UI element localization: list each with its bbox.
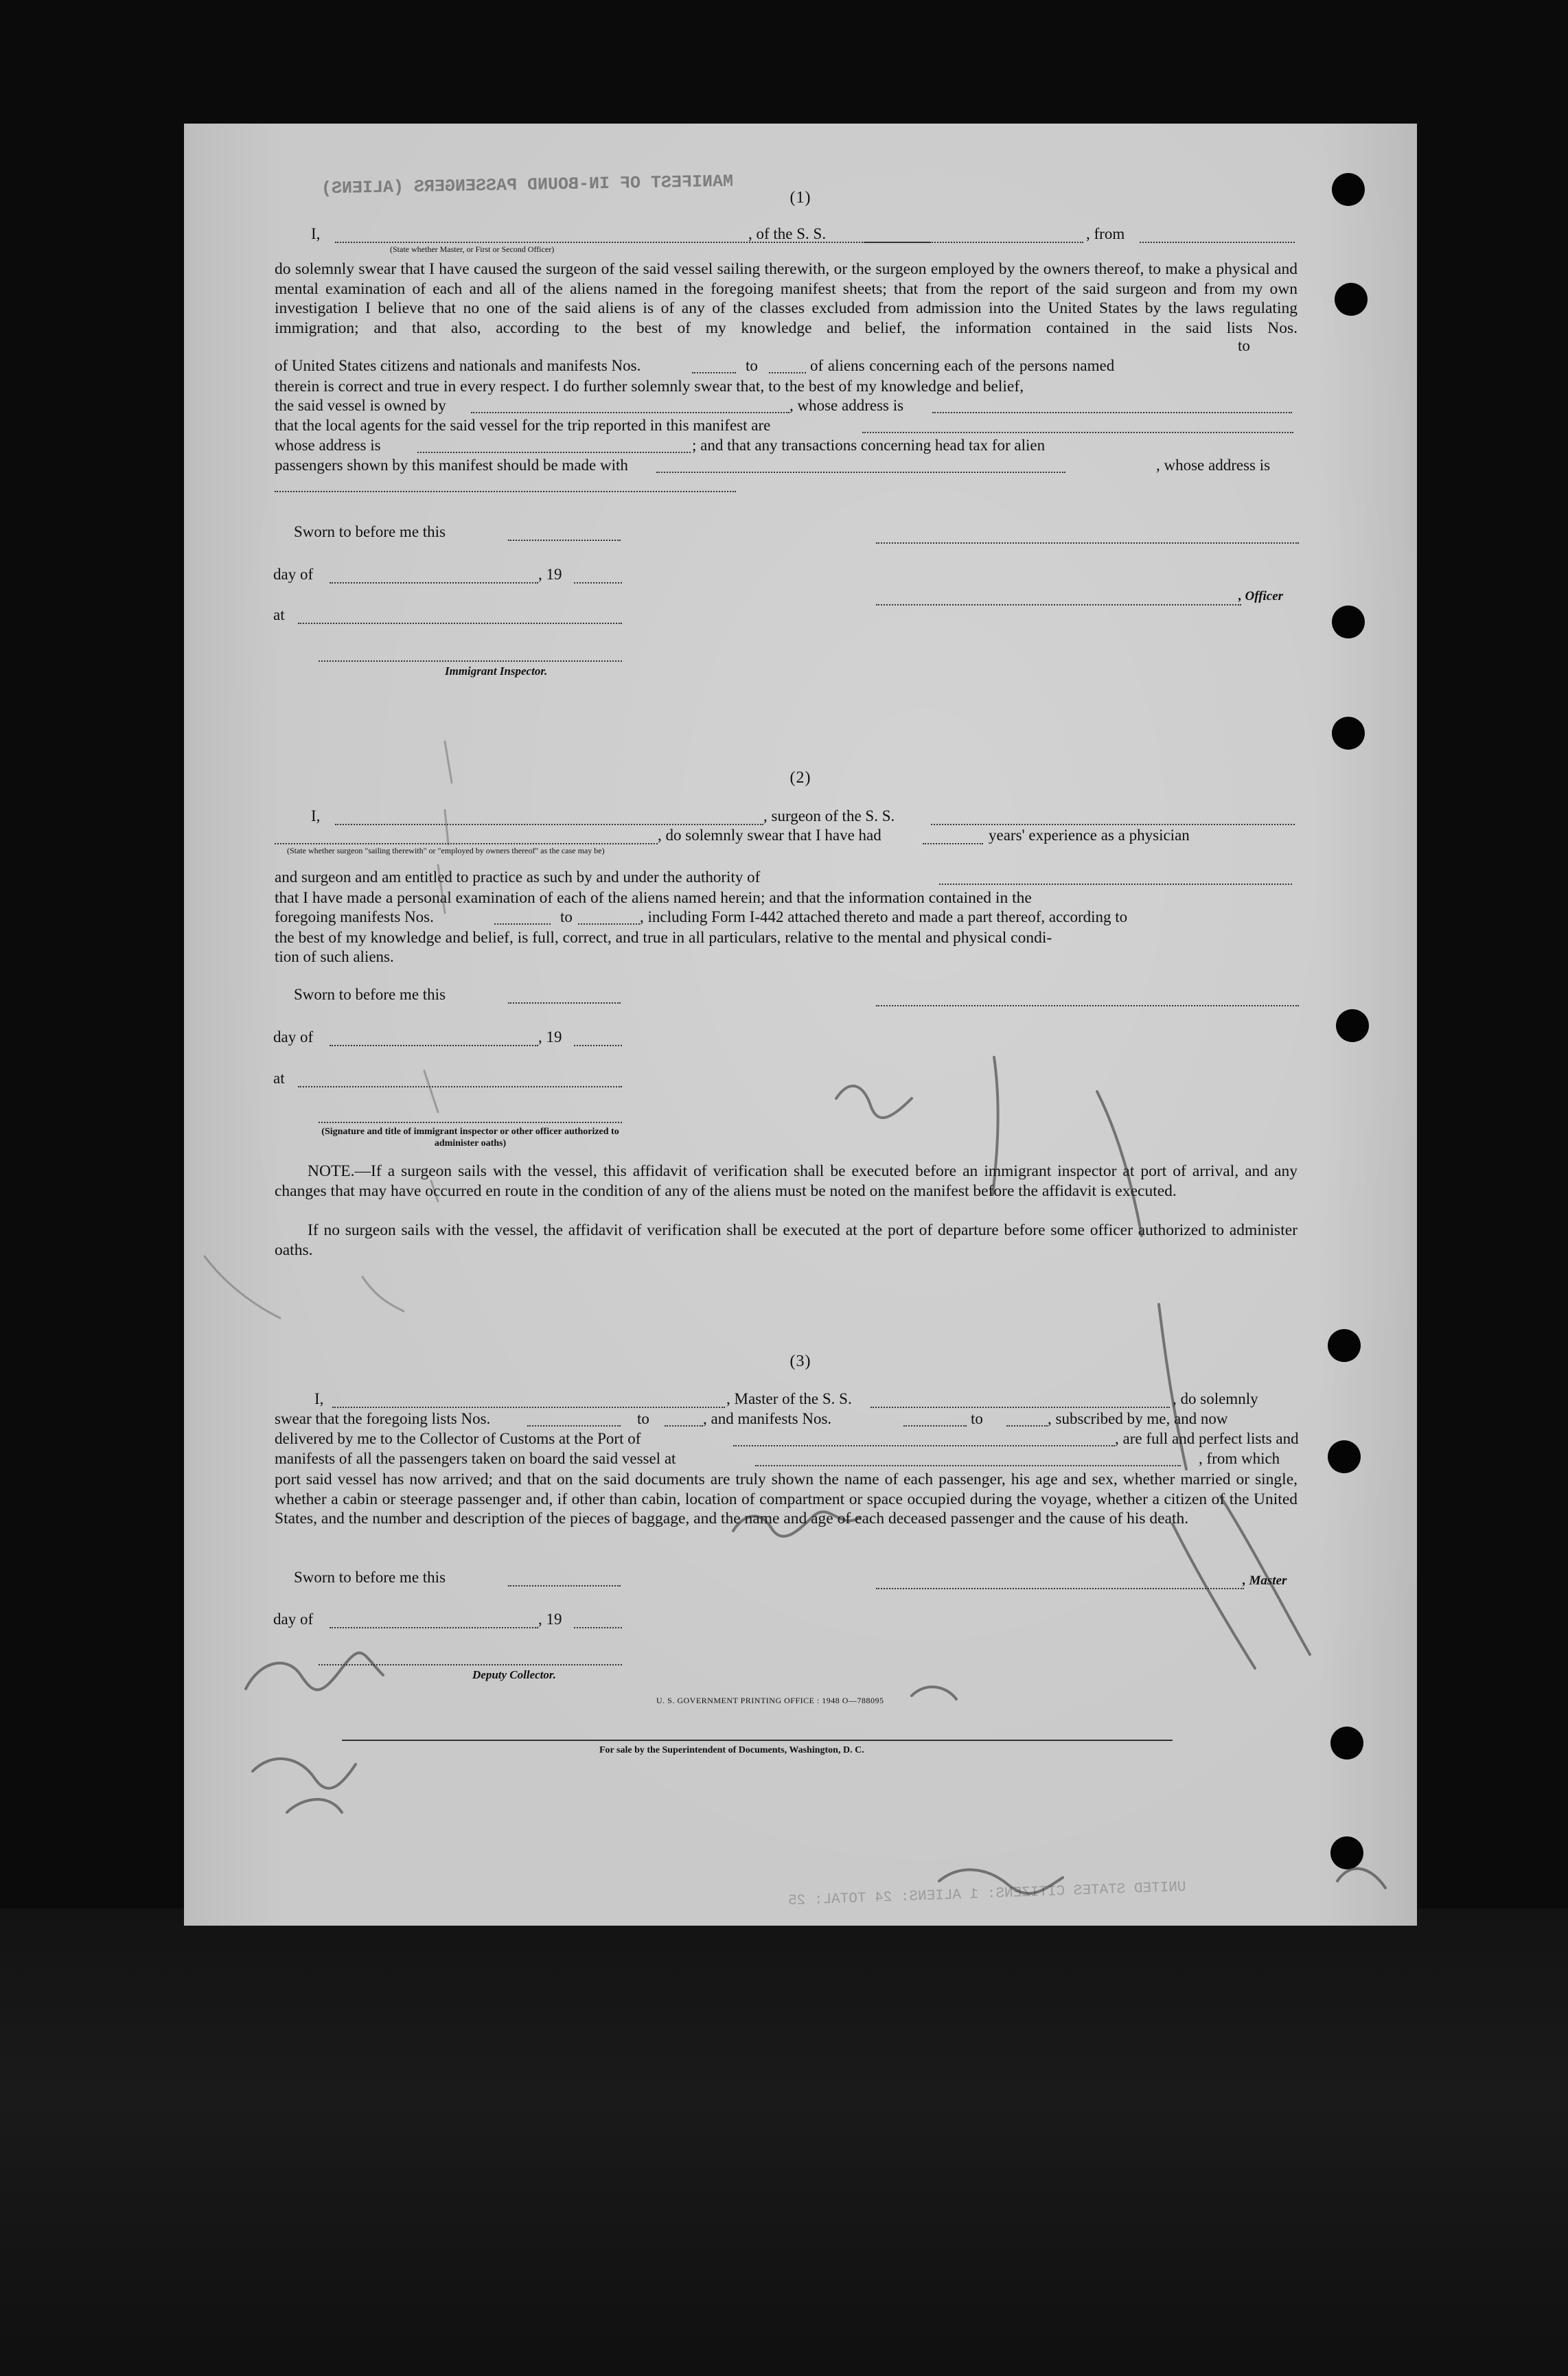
- s1-day-field[interactable]: [330, 582, 538, 584]
- s1-name-field[interactable]: [335, 242, 931, 243]
- s2-line-3a: foregoing manifests Nos.: [275, 908, 434, 925]
- punch-hole: [1332, 605, 1365, 638]
- s1-day-of: day of: [273, 566, 314, 583]
- s2-line-3b: , including Form I-442 attached thereto and made a part thereof, according to: [640, 908, 1128, 925]
- s3-manifest-from-field[interactable]: [903, 1425, 967, 1427]
- s3-line-1to2: to: [971, 1410, 983, 1427]
- s2-authority-field[interactable]: [939, 884, 1292, 885]
- s2-note-2: If no surgeon sails with the vessel, the affidavit of verification shall be executed at the port of departure before some officer authorized to administer oaths.: [275, 1221, 1298, 1259]
- s3-manifest-to-field[interactable]: [1006, 1425, 1048, 1427]
- s2-vessel-field[interactable]: [931, 824, 1295, 825]
- s1-contact-address-field[interactable]: [275, 491, 736, 492]
- s1-head-tax: ; and that any transactions concerning head tax for alien: [692, 437, 1046, 454]
- punch-hole: [1328, 1440, 1361, 1473]
- s1-year-field[interactable]: [574, 582, 622, 584]
- s1-sworn: Sworn to before me this: [294, 523, 446, 540]
- s1-agents-address-field[interactable]: [417, 452, 691, 453]
- s3-departure-port-field[interactable]: [755, 1465, 1181, 1466]
- s1-year: , 19: [538, 566, 562, 583]
- s3-year-field[interactable]: [574, 1627, 622, 1628]
- s3-collector-signature-line[interactable]: [319, 1664, 622, 1665]
- s3-master-of: , Master of the S. S.: [726, 1390, 852, 1407]
- section-2-number: (2): [789, 769, 811, 787]
- scanner-background: [0, 1908, 1568, 2376]
- s2-day-of: day of: [273, 1028, 314, 1046]
- s1-paragraph-1: do solemnly swear that I have caused the surgeon of the said vessel sailing therewith, or the surgeon employed by the owners thereof, to make a physical and mental examination of each and all of the aliens named in the foregoing manifest sheets; that from the report of the said surgeon and from my own investigation I believe that no one of the said aliens is of any of the classes excluded from admission into the United States by the laws regulating immigration; and that also, according to the best of my knowledge and belief, the information contained in the said lists Nos.: [275, 260, 1298, 337]
- punch-hole: [1330, 1727, 1363, 1760]
- s1-owner-field[interactable]: [471, 412, 789, 413]
- s1-paragraph-3: therein is correct and true in every respect. I do further solemnly swear that, to the best of my knowledge and belief,: [275, 378, 1024, 395]
- s1-whose-address-1: , whose address is: [789, 397, 904, 414]
- s2-inspector-signature-line[interactable]: [319, 1122, 622, 1123]
- s1-owner-address-field[interactable]: [932, 412, 1292, 413]
- section-3-number: (3): [789, 1352, 811, 1370]
- s3-line-2a: delivered by me to the Collector of Customs at the Port of: [275, 1430, 641, 1447]
- s1-of-ss: , of the S. S.: [748, 225, 827, 242]
- s2-at-field[interactable]: [298, 1086, 622, 1087]
- punch-hole: [1335, 283, 1368, 316]
- s1-to-1: to: [1238, 337, 1250, 354]
- s1-at: at: [273, 606, 285, 623]
- s1-manifest-to-field[interactable]: [769, 372, 806, 373]
- s1-vessel-field[interactable]: [864, 242, 1083, 243]
- s1-to-2: to: [746, 357, 758, 374]
- s1-whose-address-2: whose address is: [275, 437, 381, 454]
- s3-year: , 19: [538, 1611, 562, 1628]
- s2-sworn: Sworn to before me this: [294, 986, 446, 1003]
- s1-line-2b: of aliens concerning each of the persons named: [810, 357, 1115, 374]
- s1-officer-signature-line-2[interactable]: [876, 604, 1241, 605]
- s2-state-caption: (State whether surgeon "sailing therewith" or "employed by owners thereof" as the case may be): [287, 846, 605, 855]
- s2-manifest-to-field[interactable]: [578, 923, 640, 925]
- s2-line-3to: to: [560, 908, 573, 925]
- s1-agents-field[interactable]: [862, 432, 1293, 433]
- section-1-number: (1): [789, 189, 811, 207]
- s2-line-4: the best of my knowledge and belief, is full, correct, and true in all particulars, relative to the mental and physical condi-: [275, 929, 1052, 947]
- s1-i-label: I,: [311, 225, 321, 242]
- s3-line-1a: swear that the foregoing lists Nos.: [275, 1410, 491, 1427]
- s1-from: , from: [1086, 225, 1125, 242]
- s1-head-tax-contact-field[interactable]: [656, 472, 1065, 473]
- s1-inspector-signature-line[interactable]: [319, 660, 622, 662]
- s1-whose-address-3: , whose address is: [1156, 457, 1271, 474]
- s3-line-3a: manifests of all the passengers taken on board the said vessel at: [275, 1450, 676, 1467]
- s3-i-label: I,: [314, 1390, 324, 1407]
- s1-owned-by: the said vessel is owned by: [275, 397, 446, 414]
- s1-officer-signature-line-1[interactable]: [876, 542, 1299, 544]
- s3-do-solemnly: , do solemnly: [1173, 1390, 1258, 1407]
- s3-master-label: , Master: [1243, 1573, 1287, 1588]
- s3-sworn: Sworn to before me this: [294, 1569, 446, 1586]
- s2-note-1: NOTE.—If a surgeon sails with the vessel, this affidavit of verification shall be executed before an immigrant inspector at port of arrival, and any changes that may have occurred en route in the condition of any of the aliens must be noted on the manifest before the affidavit is executed.: [275, 1162, 1298, 1200]
- manifest-page: [184, 124, 1417, 1926]
- s3-day-field[interactable]: [330, 1627, 538, 1628]
- s2-line-1: and surgeon and am entitled to practice as such by and under the authority of: [275, 868, 761, 886]
- s2-year: , 19: [538, 1028, 562, 1046]
- s3-paragraph-4: port said vessel has now arrived; and that on the said documents are truly shown the name of each passenger, his age and sex, whether married or single, whether a cabin or steerage passenger and, if other than cabin, location of compartment or space occupied during the voyage, whether a citizen of the United States, and the number and description of the pieces of baggage, and the name and age of each deceased passenger and the cause of his death.: [275, 1470, 1298, 1527]
- s3-line-2b: , are full and perfect lists and: [1115, 1430, 1299, 1447]
- s3-day-of: day of: [273, 1611, 314, 1628]
- printing-office-line: U. S. GOVERNMENT PRINTING OFFICE : 1948 O—788095: [656, 1696, 884, 1705]
- s1-inspector-caption: Immigrant Inspector.: [445, 665, 548, 678]
- s1-state-caption: (State whether Master, or First or Second Officer): [390, 244, 555, 254]
- s3-name-field[interactable]: [332, 1407, 725, 1408]
- s1-local-agents: that the local agents for the said vessel for the trip reported in this manifest are: [275, 417, 771, 434]
- s2-years-field[interactable]: [923, 843, 983, 844]
- s1-from-field[interactable]: [1140, 242, 1295, 243]
- s1-officer-label: , Officer: [1238, 589, 1284, 603]
- s2-year-field[interactable]: [574, 1045, 622, 1046]
- punch-hole: [1336, 1009, 1369, 1042]
- footer-rule: [342, 1740, 1173, 1741]
- s2-surgeon-signature-line[interactable]: [876, 1005, 1299, 1006]
- s2-i-label: I,: [311, 807, 321, 824]
- s2-at: at: [273, 1070, 285, 1087]
- s2-name-field[interactable]: [335, 824, 763, 825]
- s2-sworn-date-field[interactable]: [508, 1002, 621, 1004]
- punch-hole: [1332, 717, 1365, 750]
- header-stamp: MANIFEST OF IN-BOUND PASSENGERS (ALIENS): [321, 171, 734, 199]
- s3-master-signature-line[interactable]: [876, 1588, 1244, 1589]
- s1-line-2a: of United States citizens and nationals and manifests Nos.: [275, 357, 641, 374]
- s3-collector-caption: Deputy Collector.: [472, 1668, 556, 1681]
- s2-surgeon-of: , surgeon of the S. S.: [763, 807, 895, 824]
- s2-day-field[interactable]: [330, 1045, 538, 1046]
- bleed-through-totals: UNITED STATES CITIZENS: 1 ALIENS: 24 TOTAL: 25: [787, 1879, 1186, 1910]
- s3-line-1to: to: [637, 1410, 649, 1427]
- s2-years: years' experience as a physician: [989, 827, 1190, 844]
- punch-hole: [1330, 1836, 1363, 1869]
- s3-sworn-date-field[interactable]: [508, 1585, 621, 1587]
- s3-line-1b: , and manifests Nos.: [703, 1410, 832, 1427]
- sale-notice: For sale by the Superintendent of Documents, Washington, D. C.: [599, 1745, 864, 1755]
- s1-sworn-date-field[interactable]: [508, 540, 621, 541]
- s1-passengers-line: passengers shown by this manifest should be made with: [275, 457, 628, 474]
- s3-port-field[interactable]: [733, 1445, 1115, 1446]
- s2-manifest-from-field[interactable]: [494, 923, 551, 925]
- s3-lists-to-field[interactable]: [665, 1425, 703, 1427]
- s3-vessel-field[interactable]: [871, 1407, 1170, 1408]
- s2-signature-caption: (Signature and title of immigrant inspector or other officer authorized to administer oaths): [321, 1127, 619, 1149]
- s2-swear: , do solemnly swear that I have had: [658, 827, 881, 844]
- s3-lists-from-field[interactable]: [527, 1425, 621, 1427]
- s2-line-2: that I have made a personal examination of each of the aliens named herein; and that the information contained in the: [275, 889, 1032, 907]
- s3-line-1c: , subscribed by me, and now: [1048, 1410, 1228, 1427]
- s2-line-5: tion of such aliens.: [275, 948, 394, 965]
- s2-status-field[interactable]: [275, 843, 658, 844]
- s1-manifest-from-field[interactable]: [692, 372, 736, 373]
- s1-at-field[interactable]: [298, 623, 622, 624]
- s3-line-3b: , from which: [1199, 1450, 1280, 1467]
